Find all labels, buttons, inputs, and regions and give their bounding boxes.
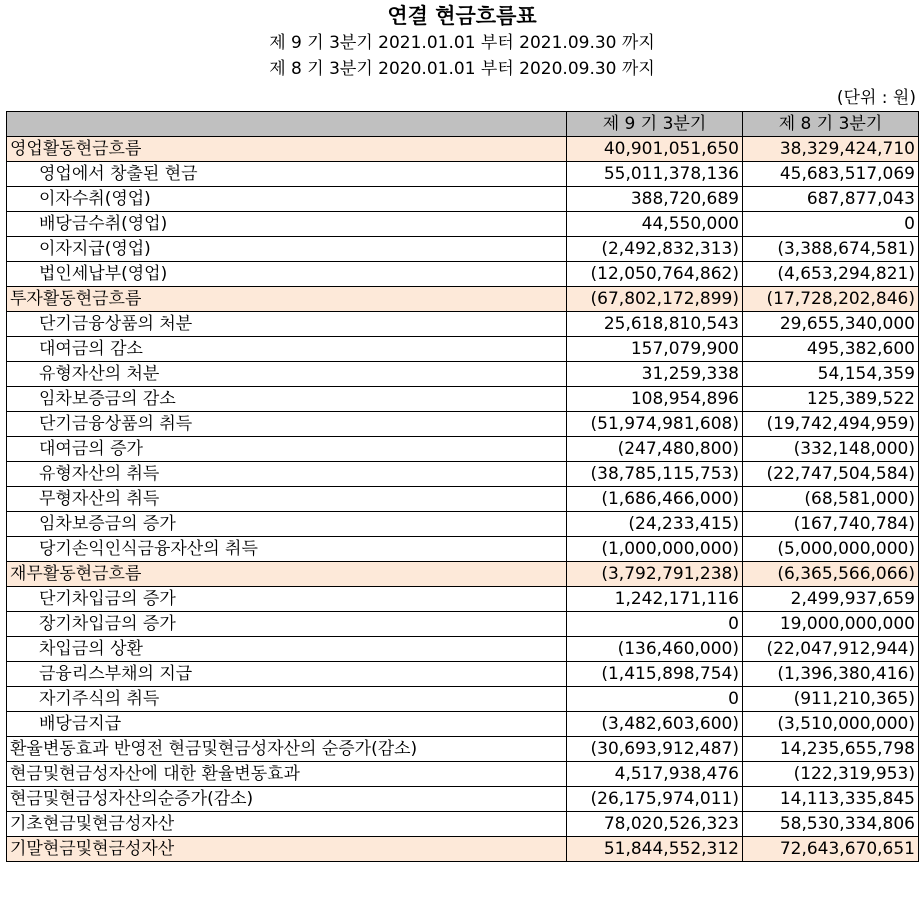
row-value-current: 78,020,526,323 [567, 812, 743, 837]
row-value-current: (24,233,415) [567, 512, 743, 537]
row-value-prior: 495,382,600 [743, 337, 919, 362]
row-value-current: (30,693,912,487) [567, 737, 743, 762]
row-label: 단기금융상품의 처분 [7, 312, 567, 337]
table-row [7, 262, 919, 287]
row-value-current: (67,802,172,899) [567, 287, 743, 312]
row-value-prior: 687,877,043 [743, 187, 919, 212]
table-row [7, 662, 919, 687]
row-value-current: (3,482,603,600) [567, 712, 743, 737]
row-value-current: (1,415,898,754) [567, 662, 743, 687]
table-row [7, 212, 919, 237]
row-label: 유형자산의 취득 [7, 462, 567, 487]
table-row [7, 487, 919, 512]
row-value-prior: (17,728,202,846) [743, 287, 919, 312]
row-value-prior: (6,365,566,066) [743, 562, 919, 587]
row-value-current: (2,492,832,313) [567, 237, 743, 262]
row-value-current: (247,480,800) [567, 437, 743, 462]
row-label: 법인세납부(영업) [7, 262, 567, 287]
table-row [7, 512, 919, 537]
row-value-prior: (5,000,000,000) [743, 537, 919, 562]
row-value-current: 157,079,900 [567, 337, 743, 362]
row-value-current: 40,901,051,650 [567, 137, 743, 162]
table-row [7, 312, 919, 337]
table-row [7, 537, 919, 562]
table-body [7, 137, 919, 862]
row-value-prior: (19,742,494,959) [743, 412, 919, 437]
row-value-current: 51,844,552,312 [567, 837, 743, 862]
header-prior: 제 8 기 3분기 [743, 112, 919, 137]
row-label: 환율변동효과 반영전 현금및현금성자산의 순증가(감소) [7, 737, 567, 762]
row-label: 당기손익인식금융자산의 취득 [7, 537, 567, 562]
row-value-prior: 72,643,670,651 [743, 837, 919, 862]
table-header-row [7, 112, 919, 137]
row-value-current: 0 [567, 612, 743, 637]
row-value-current: (1,000,000,000) [567, 537, 743, 562]
row-value-prior: (4,653,294,821) [743, 262, 919, 287]
table-row [7, 287, 919, 312]
row-label: 이자지급(영업) [7, 237, 567, 262]
row-value-current: 44,550,000 [567, 212, 743, 237]
row-label: 현금및현금성자산의순증가(감소) [7, 787, 567, 812]
header-label [7, 112, 567, 137]
row-value-prior: 45,683,517,069 [743, 162, 919, 187]
row-value-prior: 38,329,424,710 [743, 137, 919, 162]
row-value-current: 31,259,338 [567, 362, 743, 387]
row-value-current: 0 [567, 687, 743, 712]
row-label: 배당금지급 [7, 712, 567, 737]
row-label: 현금및현금성자산에 대한 환율변동효과 [7, 762, 567, 787]
row-label: 기초현금및현금성자산 [7, 812, 567, 837]
table-row [7, 362, 919, 387]
row-value-current: (12,050,764,862) [567, 262, 743, 287]
table-row [7, 837, 919, 862]
row-value-current: (38,785,115,753) [567, 462, 743, 487]
row-label: 금융리스부채의 지급 [7, 662, 567, 687]
row-label: 임차보증금의 증가 [7, 512, 567, 537]
row-value-current: 1,242,171,116 [567, 587, 743, 612]
table-row [7, 387, 919, 412]
table-row [7, 562, 919, 587]
row-label: 무형자산의 취득 [7, 487, 567, 512]
row-value-prior: (122,319,953) [743, 762, 919, 787]
row-value-current: (1,686,466,000) [567, 487, 743, 512]
table-row [7, 812, 919, 837]
row-value-prior: 14,235,655,798 [743, 737, 919, 762]
row-value-prior: 2,499,937,659 [743, 587, 919, 612]
period-current: 제 9 기 3분기 2021.01.01 부터 2021.09.30 까지 [269, 33, 655, 53]
row-label: 대여금의 증가 [7, 437, 567, 462]
table-row [7, 237, 919, 262]
row-value-prior: 0 [743, 212, 919, 237]
row-label: 재무활동현금흐름 [7, 562, 567, 587]
row-label: 유형자산의 처분 [7, 362, 567, 387]
row-value-prior: 125,389,522 [743, 387, 919, 412]
row-value-prior: (167,740,784) [743, 512, 919, 537]
row-label: 대여금의 감소 [7, 337, 567, 362]
row-label: 차입금의 상환 [7, 637, 567, 662]
row-value-prior: (3,510,000,000) [743, 712, 919, 737]
table-row [7, 337, 919, 362]
table-row [7, 462, 919, 487]
row-label: 투자활동현금흐름 [7, 287, 567, 312]
table-row [7, 737, 919, 762]
row-value-current: (3,792,791,238) [567, 562, 743, 587]
table-row [7, 412, 919, 437]
period-prior: 제 8 기 3분기 2020.01.01 부터 2020.09.30 까지 [269, 59, 655, 79]
table-row [7, 162, 919, 187]
table-row [7, 137, 919, 162]
row-value-current: (136,460,000) [567, 637, 743, 662]
row-label: 단기금융상품의 취득 [7, 412, 567, 437]
table-row [7, 712, 919, 737]
row-label: 단기차입금의 증가 [7, 587, 567, 612]
row-value-prior: 58,530,334,806 [743, 812, 919, 837]
row-label: 배당금수취(영업) [7, 212, 567, 237]
row-value-current: 25,618,810,543 [567, 312, 743, 337]
row-value-prior: (3,388,674,581) [743, 237, 919, 262]
row-label: 임차보증금의 감소 [7, 387, 567, 412]
row-value-prior: (68,581,000) [743, 487, 919, 512]
statement-title: 연결 현금흐름표 [387, 4, 537, 28]
statement-header [0, 0, 924, 82]
table-row [7, 187, 919, 212]
row-value-current: (51,974,981,608) [567, 412, 743, 437]
row-label: 기말현금및현금성자산 [7, 837, 567, 862]
row-value-prior: 29,655,340,000 [743, 312, 919, 337]
row-label: 자기주식의 취득 [7, 687, 567, 712]
table-row [7, 762, 919, 787]
row-value-prior: 14,113,335,845 [743, 787, 919, 812]
table-row [7, 787, 919, 812]
cash-flow-table [6, 111, 919, 862]
row-label: 영업활동현금흐름 [7, 137, 567, 162]
table-row [7, 587, 919, 612]
row-value-prior: (22,747,504,584) [743, 462, 919, 487]
unit-label: (단위 : 원) [836, 88, 916, 108]
row-value-current: 388,720,689 [567, 187, 743, 212]
row-value-prior: (911,210,365) [743, 687, 919, 712]
row-value-prior: (22,047,912,944) [743, 637, 919, 662]
row-value-prior: (1,396,380,416) [743, 662, 919, 687]
table-row [7, 637, 919, 662]
row-value-prior: (332,148,000) [743, 437, 919, 462]
row-value-current: 4,517,938,476 [567, 762, 743, 787]
row-label: 이자수취(영업) [7, 187, 567, 212]
table-row [7, 437, 919, 462]
row-value-prior: 19,000,000,000 [743, 612, 919, 637]
row-value-prior: 54,154,359 [743, 362, 919, 387]
row-value-current: 108,954,896 [567, 387, 743, 412]
row-value-current: 55,011,378,136 [567, 162, 743, 187]
row-label: 영업에서 창출된 현금 [7, 162, 567, 187]
row-label: 장기차입금의 증가 [7, 612, 567, 637]
row-value-current: (26,175,974,011) [567, 787, 743, 812]
table-row [7, 612, 919, 637]
header-current: 제 9 기 3분기 [567, 112, 743, 137]
table-row [7, 687, 919, 712]
